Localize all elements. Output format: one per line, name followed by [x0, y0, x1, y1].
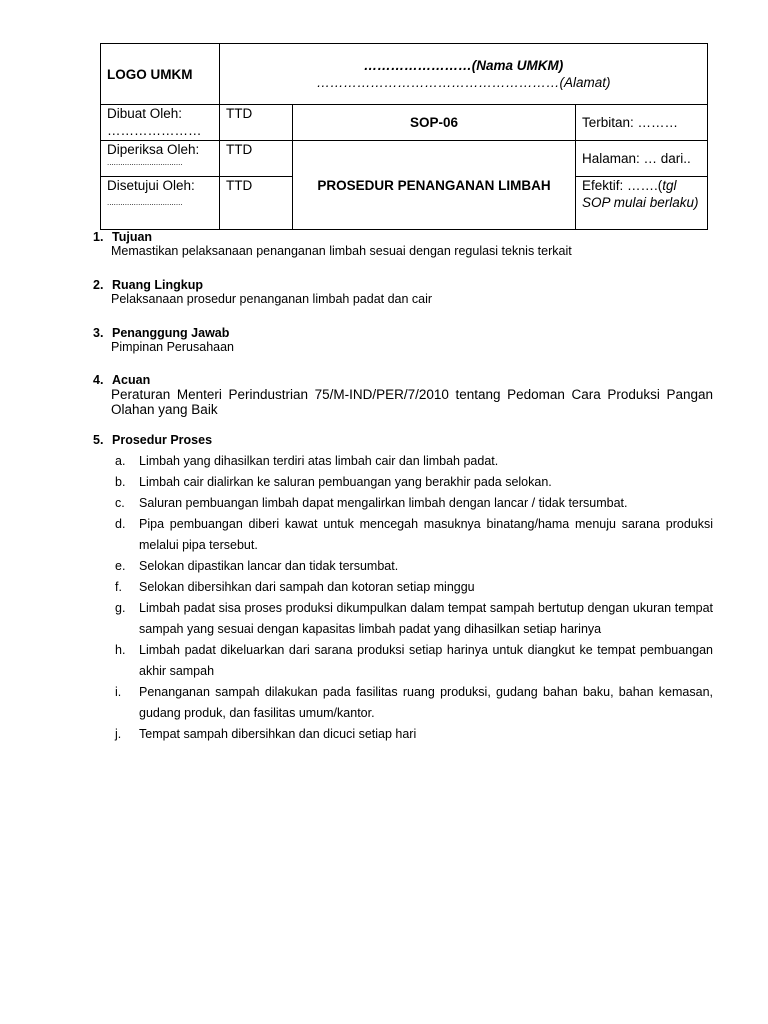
procedure-letter: e.	[115, 559, 126, 573]
section-title: Penanggung Jawab	[112, 326, 230, 340]
procedure-letter: h.	[115, 643, 126, 657]
sop-title-cell	[293, 141, 576, 230]
procedure-letter: g.	[115, 601, 126, 615]
procedure-item	[115, 493, 713, 514]
section-title: Acuan	[112, 373, 151, 387]
procedure-text: Limbah yang dihasilkan terdiri atas limbah cair dan limbah padat.	[139, 454, 499, 468]
section-procedure	[93, 433, 212, 447]
approved-by-label: Disetujui Oleh:	[107, 178, 195, 193]
procedure-letter: j.	[115, 727, 122, 741]
logo-cell	[101, 44, 220, 105]
section-number: 1.	[93, 230, 104, 244]
effective-note: tgl SOP mulai berlaku)	[582, 178, 699, 210]
made-by-dots: …………………	[107, 123, 202, 138]
logo-placeholder: LOGO UMKM	[107, 66, 193, 82]
procedure-text: Selokan dibersihkan dari sampah dan kotoran setiap minggu	[139, 580, 475, 594]
procedure-text: Penanganan sampah dilakukan pada fasilitas ruang produksi, gudang bahan baku, bahan kemasan, gudang produk, dan fasilitas umum/kantor.	[139, 685, 713, 720]
section-body: Pelaksanaan prosedur penanganan limbah padat dan cair	[111, 292, 433, 306]
company-address: ………………………………………………(Alamat)	[316, 75, 611, 90]
section-number: 3.	[93, 326, 104, 340]
checked-by-label: Diperiksa Oleh:	[107, 142, 200, 157]
procedure-item	[115, 640, 713, 682]
approved-by-dots: ..................................	[107, 198, 183, 207]
procedure-text: Tempat sampah dibersihkan dan dicuci setiap hari	[139, 727, 417, 741]
effective-cell	[576, 177, 708, 230]
sop-code-cell	[293, 105, 576, 141]
approved-by-signature: TTD	[220, 177, 293, 230]
section-number: 4.	[93, 373, 104, 387]
company-name: ……………………(Nama UMKM)	[363, 58, 564, 73]
approved-by-cell	[101, 177, 220, 230]
published-cell	[576, 105, 708, 141]
section-title: Tujuan	[112, 230, 153, 244]
procedure-item	[115, 724, 713, 745]
checked-by-cell	[101, 141, 220, 177]
section-purpose	[93, 230, 572, 259]
sop-code: SOP-06	[409, 115, 459, 130]
sop-header-table	[100, 43, 708, 230]
procedure-letter: a.	[115, 454, 126, 468]
made-by-signature: TTD	[220, 105, 293, 141]
procedure-letter: f.	[115, 580, 122, 594]
section-responsible	[93, 326, 234, 355]
made-by-label: Dibuat Oleh:	[107, 106, 183, 121]
header-row-checked-by	[101, 141, 708, 177]
procedure-text: Limbah padat dikeluarkan dari sarana produksi setiap harinya untuk diangkut ke tempat pembuangan akhir sampah	[139, 643, 713, 678]
procedure-text: Limbah padat sisa proses produksi dikumpulkan dalam tempat sampah bertutup dengan ukuran tempat sampah yang sesuai dengan kapasitas limbah padat yang dihasilkan setiap harinya	[139, 601, 713, 636]
procedure-letter: d.	[115, 517, 126, 531]
procedure-text: Selokan dipastikan lancar dan tidak tersumbat.	[139, 559, 399, 573]
procedure-letter: c.	[115, 496, 125, 510]
checked-by-signature: TTD	[220, 141, 293, 177]
section-body: Pimpinan Perusahaan	[111, 340, 234, 354]
header-row-title	[101, 44, 708, 105]
procedure-text: Saluran pembuangan limbah dapat mengalirkan limbah dengan lancar / tidak tersumbat.	[139, 496, 628, 510]
sop-title: PROSEDUR PENANGANAN LIMBAH	[317, 177, 551, 193]
section-title: Prosedur Proses	[112, 433, 213, 447]
section-number: 2.	[93, 278, 104, 292]
section-body: Memastikan pelaksanaan penanganan limbah sesuai dengan regulasi teknis terkait	[111, 244, 572, 258]
section-body: Peraturan Menteri Perindustrian 75/M-IND/PER/7/2010 tentang Pedoman Cara Produksi Pangan Olahan yang Baik	[111, 387, 713, 417]
company-cell	[220, 44, 708, 105]
section-number: 5.	[93, 433, 104, 447]
page-field: Halaman: … dari..	[582, 151, 691, 166]
procedure-list	[115, 451, 713, 745]
procedure-item	[115, 598, 713, 640]
procedure-item	[115, 514, 713, 556]
section-reference	[93, 373, 713, 417]
procedure-item	[115, 577, 713, 598]
checked-by-dots: ..................................	[107, 158, 183, 167]
procedure-item	[115, 682, 713, 724]
procedure-text: Pipa pembuangan diberi kawat untuk mencegah masuknya binatang/hama menuju sarana produksi melalui pipa tersebut.	[139, 517, 713, 552]
procedure-item	[115, 556, 713, 577]
header-row-made-by	[101, 105, 708, 141]
section-title: Ruang Lingkup	[112, 278, 203, 292]
made-by-cell	[101, 105, 220, 141]
page-cell	[576, 141, 708, 177]
effective-prefix: Efektif: …….(	[582, 178, 663, 193]
procedure-letter: i.	[115, 685, 122, 699]
published-field: Terbitan: ………	[582, 115, 679, 130]
procedure-item	[115, 451, 713, 472]
procedure-text: Limbah cair dialirkan ke saluran pembuangan yang berakhir pada selokan.	[139, 475, 552, 489]
procedure-letter: b.	[115, 475, 126, 489]
section-scope	[93, 278, 432, 307]
procedure-item	[115, 472, 713, 493]
